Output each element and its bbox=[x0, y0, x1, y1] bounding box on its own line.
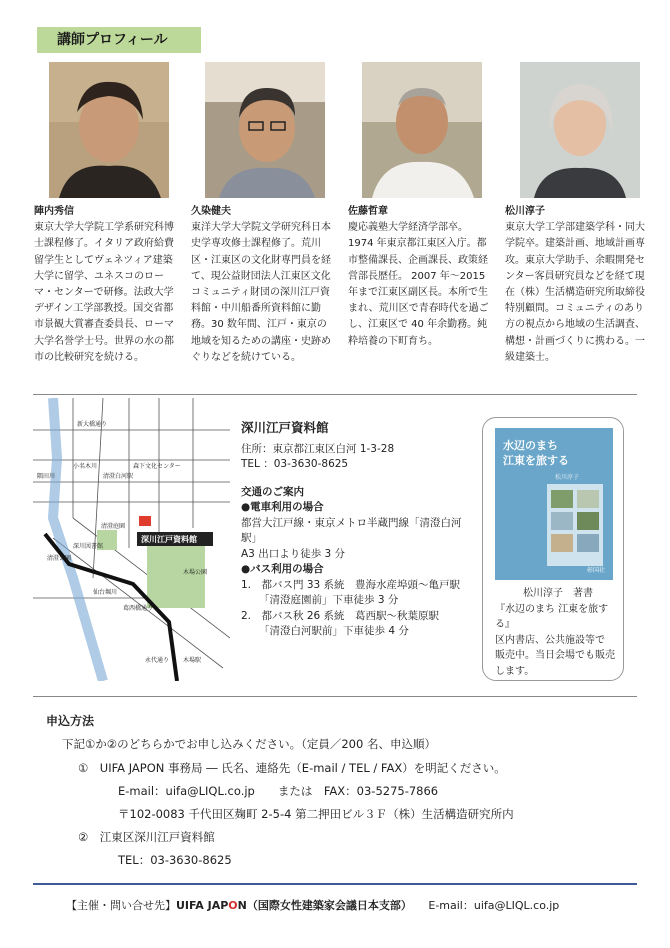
application-option-2-tel: TEL：03-3630-8625 bbox=[118, 853, 232, 867]
speaker-name: 佐藤哲章 bbox=[348, 206, 388, 217]
map-label: 清澄白河駅 bbox=[103, 473, 134, 480]
book-cover-publisher: 彰国社 bbox=[586, 567, 605, 574]
bus2-line-2: 「清澄白河駅前」下車徒歩 4 分 bbox=[259, 625, 409, 637]
divider-top bbox=[33, 394, 637, 395]
map-label: 隅田川 bbox=[37, 473, 56, 480]
speaker-text: 東洋大学大学院文学研究科日本史学専攻修士課程修了。荒川区・江東区の文化財専門員を経て、現公益財団法人江東区文化コミュニティ財団の深川江戸資料館・中川船番所資料館に勤務。30 数年間、江戸・東京の地域を知るための講座・史跡めぐりなどを続けている。 bbox=[191, 222, 331, 363]
speaker-photo-jinnai bbox=[49, 62, 169, 198]
speaker-photo-sato bbox=[362, 62, 482, 198]
divider-middle bbox=[33, 696, 637, 697]
application-title: 申込方法 bbox=[46, 714, 95, 728]
bus-title: ●バス利用の場合 bbox=[241, 563, 324, 575]
map-label: 新大橋通り bbox=[77, 421, 108, 428]
map-label: 仙台堀川 bbox=[93, 589, 118, 596]
map-label: 清澄公園 bbox=[47, 555, 72, 562]
train-title: ●電車利用の場合 bbox=[241, 501, 324, 513]
bus1-line-2: 「清澄庭園前」下車徒歩 3 分 bbox=[259, 594, 399, 606]
train-line-1: 都営大江戸線・東京メトロ半蔵門線「清澄白河駅」 bbox=[241, 516, 462, 544]
footer-email: E-mail：uifa@LIQL.co.jp bbox=[428, 899, 560, 912]
map-label: 木場公園 bbox=[183, 569, 208, 576]
application-option-2: ② 江東区深川江戸資料館 bbox=[78, 830, 215, 844]
bus1-line-1: 1. 都バス門 33 系統 豊海水産埠頭～亀戸駅 bbox=[241, 578, 461, 591]
map-label: 葛西橋通り bbox=[123, 605, 154, 612]
speaker-photo-matsukawa bbox=[520, 62, 640, 198]
application-option-1-address: 〒102-0083 千代田区麹町 2-5-4 第二押田ビル３Ｆ（株）生活構造研究所内 bbox=[118, 807, 514, 821]
application-option-1: ① UIFA JAPON 事務局 ― 氏名、連絡先（E-mail / TEL / FAX）を明記ください。 bbox=[78, 761, 506, 775]
map-label: 小名木川 bbox=[73, 463, 98, 470]
map-label: 清澄庭園 bbox=[101, 523, 126, 530]
speaker-bio-3 bbox=[348, 204, 490, 350]
book-box bbox=[482, 417, 624, 681]
venue-address: 住所：東京都江東区白河 1-3-28 bbox=[241, 442, 395, 455]
book-caption bbox=[495, 586, 621, 679]
footer-divider bbox=[33, 883, 637, 885]
footer bbox=[66, 897, 559, 913]
map-venue-label: 深川江戸資料館 bbox=[141, 535, 197, 544]
map-label: 木場駅 bbox=[183, 657, 202, 664]
book-caption-2: 『水辺のまち 江東を旅する』 bbox=[495, 603, 609, 630]
section-title: 講師プロフィール bbox=[37, 27, 201, 53]
speaker-text: 東京大学工学部建築学科・同大学院卒。建築計画、地域計画専攻。東京大学助手、余暇開発センター客員研究員などを経て現在（株）生活構造研究所取締役特別顧問。コミュニティのあり方の視点から地域の生活調査、構想・計画づくりに携わる。一級建築士。 bbox=[505, 222, 645, 363]
book-caption-5: します。 bbox=[495, 665, 535, 677]
application-intro: 下記①か②のどちらかでお申し込みください。（定員／200 名、申込順） bbox=[62, 737, 436, 751]
application-option-1-contact: E-mail：uifa@LIQL.co.jp または FAX：03-5275-7866 bbox=[118, 784, 439, 798]
book-cover-title-1: 水辺のまち bbox=[503, 439, 558, 452]
speaker-bio-4 bbox=[505, 204, 647, 366]
train-line-2: A3 出口より徒歩 3 分 bbox=[241, 547, 346, 560]
book-cover-author: 松川淳子 bbox=[555, 474, 580, 481]
map-label: 森下文化センター bbox=[133, 463, 181, 470]
speaker-text: 慶応義塾大学経済学部卒。 1974 年東京都江東区入庁。都市整備課長、企画課長、政策経営部長歴任。 2007 年～2015 年まで江東区副区長。本所で生まれ、荒川区で青春時代を過ごし、江東区で 40 年余勤務。純粋培養の下町育ち。 bbox=[348, 222, 489, 347]
footer-prefix: 【主催・問い合せ先】 bbox=[66, 899, 176, 912]
book-caption-4: 販売中。当日会場でも販売 bbox=[495, 650, 615, 661]
venue-info bbox=[241, 420, 466, 640]
venue-tel: TEL ：03-3630-8625 bbox=[241, 458, 349, 470]
footer-org-a: UIFA JAP bbox=[176, 899, 229, 912]
book-cover bbox=[495, 428, 613, 580]
book-cover-title-2: 江東を旅する bbox=[503, 454, 569, 467]
venue-name: 深川江戸資料館 bbox=[241, 420, 329, 435]
speaker-bio-2 bbox=[191, 204, 333, 366]
speaker-bio-1 bbox=[34, 204, 176, 366]
bus2-line-1: 2. 都バス秋 26 系統 葛西駅～秋葉原駅 bbox=[241, 609, 440, 622]
speaker-photo-kuzome bbox=[205, 62, 325, 198]
speaker-name: 陣内秀信 bbox=[34, 206, 74, 217]
book-caption-3: 区内書店、公共施設等で bbox=[495, 634, 605, 646]
speaker-name: 松川淳子 bbox=[505, 206, 545, 217]
access-title: 交通のご案内 bbox=[241, 485, 304, 498]
access-map bbox=[33, 398, 230, 681]
footer-org bbox=[176, 899, 406, 912]
speaker-name: 久染健夫 bbox=[191, 206, 231, 217]
speaker-text: 東京大学大学院工学系研究科博士課程修了。イタリア政府給費留学生としてヴェネツィア建築大学に留学、ユネスコのローマ・センターで研修。法政大学デザイン工学部教授。国交省都市景観大賞審査委員長、ローマ大学名誉学士号。世界の水の都市の比較研究を続ける。 bbox=[34, 222, 174, 363]
map-label: 永代通り bbox=[145, 657, 170, 664]
book-caption-1: 松川淳子 著書 bbox=[523, 588, 593, 599]
map-label: 深川図書館 bbox=[73, 543, 104, 550]
footer-org-b: N（国際女性建築家会議日本支部） bbox=[237, 899, 407, 912]
footer-org-o: O bbox=[228, 899, 238, 912]
